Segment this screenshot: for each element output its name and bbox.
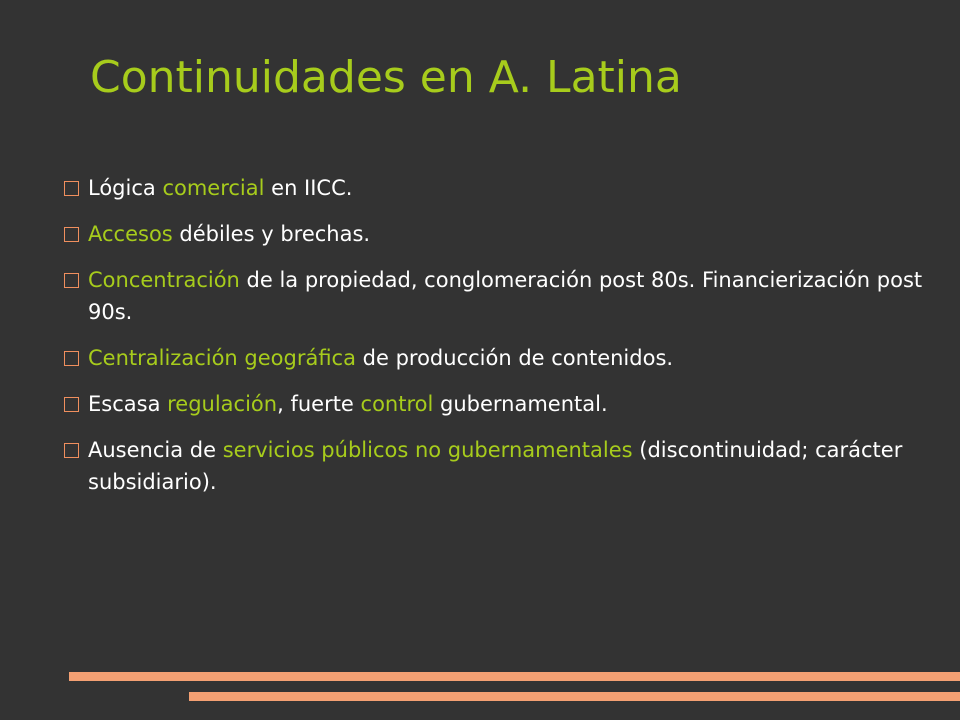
square-outline-icon [64, 227, 79, 242]
bullet-item [64, 388, 924, 420]
bullet-item [64, 172, 924, 204]
decorative-bar-top [69, 672, 960, 681]
bullet-text [88, 438, 902, 494]
bullet-text-segment: Escasa [88, 392, 168, 416]
bullet-text [88, 346, 673, 370]
bullet-text-segment: gubernamental. [433, 392, 608, 416]
bullet-highlight: Concentración [88, 268, 240, 292]
slide-title: Continuidades en A. Latina [90, 52, 682, 103]
bullet-item [64, 218, 924, 250]
bullet-highlight: Accesos [88, 222, 173, 246]
bullet-text-segment: Lógica [88, 176, 163, 200]
bullet-text-segment: débiles y brechas. [172, 222, 371, 246]
square-outline-icon [64, 351, 79, 366]
bullet-text-segment: en IICC. [264, 176, 353, 200]
bullet-text [88, 392, 608, 416]
square-outline-icon [64, 273, 79, 288]
bullet-highlight: comercial [162, 176, 265, 200]
bullet-text-segment: (discontinuidad; carácter subsidiario). [88, 438, 903, 494]
bullet-highlight: servicios públicos no gubernamentales [222, 438, 633, 462]
bullet-highlight: control [360, 392, 434, 416]
bullet-item [64, 264, 924, 328]
bullet-text [88, 222, 370, 246]
bullet-highlight: regulación [167, 392, 278, 416]
square-outline-icon [64, 181, 79, 196]
square-outline-icon [64, 397, 79, 412]
bullet-text-segment: de producción de contenidos. [355, 346, 674, 370]
bullet-item [64, 342, 924, 374]
bullet-item [64, 434, 924, 498]
bullet-text-segment: de la propiedad, conglomeración post 80s. Financierización post 90s. [88, 268, 923, 324]
bullet-list [64, 172, 924, 512]
square-outline-icon [64, 443, 79, 458]
bullet-text-segment: , fuerte [277, 392, 361, 416]
bullet-text [88, 268, 922, 324]
bullet-highlight: Centralización geográfica [88, 346, 356, 370]
bullet-text-segment: Ausencia de [88, 438, 223, 462]
decorative-bar-bottom [189, 692, 960, 701]
bullet-text [88, 176, 352, 200]
